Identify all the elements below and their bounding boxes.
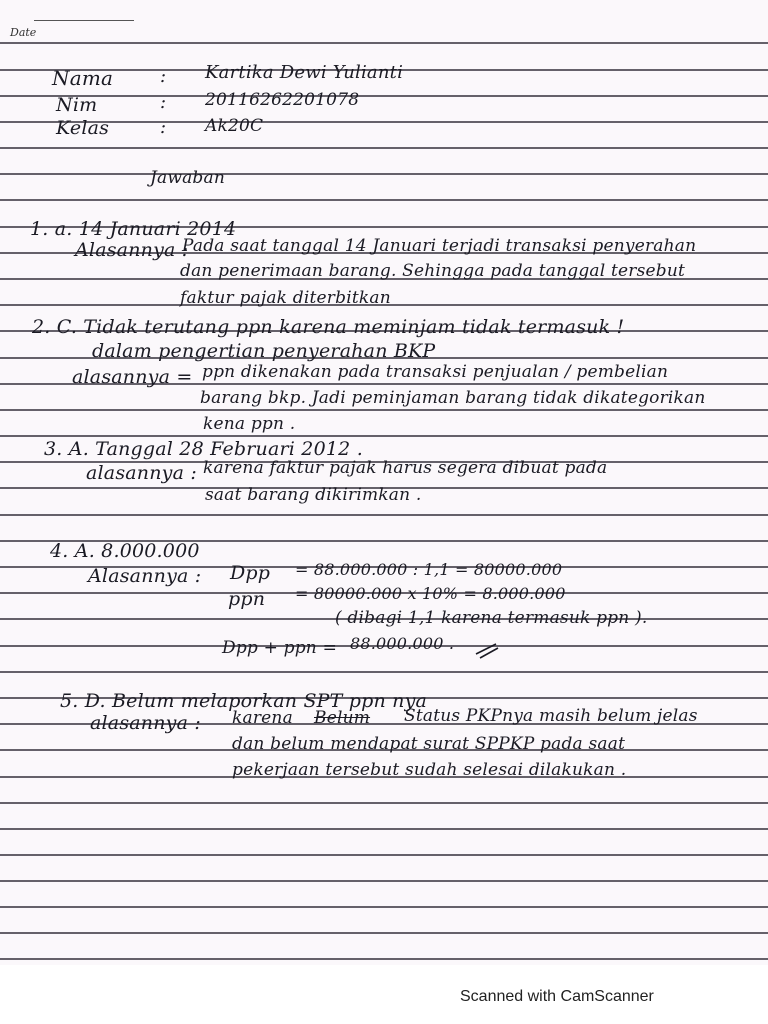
answer-1-reason-label: Alasannya :	[75, 239, 189, 261]
ruled-line	[0, 880, 768, 882]
ruled-line	[0, 854, 768, 856]
ruled-line	[0, 42, 768, 44]
ruled-line	[0, 173, 768, 175]
double-underline-mark	[474, 640, 500, 660]
ruled-line	[0, 121, 768, 123]
nim-colon: :	[160, 92, 167, 113]
answer-3-reason-line: saat barang dikirimkan .	[205, 485, 422, 505]
nim-label: Nim	[56, 94, 98, 116]
answer-3-choice: 3. A. Tanggal 28 Februari 2012 .	[44, 438, 363, 460]
nama-value: Kartika Dewi Yulianti	[205, 62, 404, 83]
ruled-line	[0, 958, 768, 960]
ruled-line	[0, 409, 768, 411]
ppn-label: ppn	[228, 588, 266, 610]
calc-note: ( dibagi 1,1 karena termasuk ppn ).	[335, 608, 648, 628]
ppn-expression: = 80000.000 x 10% = 8.000.000	[295, 584, 566, 603]
ruled-line	[0, 199, 768, 201]
dpp-label: Dpp	[230, 562, 271, 584]
answer-5-reason-line: pekerjaan tersebut sudah selesai dilakukan .	[232, 760, 627, 780]
answer-3-reason-label: alasannya :	[86, 462, 197, 484]
answer-4-reason-label: Alasannya :	[88, 565, 202, 587]
nim-value: 20116262201078	[205, 90, 360, 110]
answer-2-reason-line: barang bkp. Jadi peminjaman barang tidak dikategorikan	[200, 388, 706, 408]
date-line	[34, 20, 134, 21]
nama-colon: :	[160, 66, 167, 87]
answer-5-reason-label: alasannya :	[90, 712, 201, 734]
dpp-expression: = 88.000.000 : 1,1 = 80000.000	[295, 560, 563, 579]
ruled-line	[0, 671, 768, 673]
total-label: Dpp + ppn =	[222, 638, 338, 658]
answer-5-reason-line: dan belum mendapat surat SPPKP pada saat	[232, 734, 626, 754]
answer-1-reason-line: Pada saat tanggal 14 Januari terjadi transaksi penyerahan	[182, 236, 697, 256]
answer-3-reason-line: karena faktur pajak harus segera dibuat pada	[203, 458, 608, 478]
ruled-line	[0, 435, 768, 437]
ruled-line	[0, 147, 768, 149]
nama-label: Nama	[52, 66, 114, 90]
answer-1-choice: 1. a. 14 Januari 2014	[30, 218, 237, 240]
answer-5-reason-rest: Status PKPnya masih belum jelas	[404, 706, 698, 726]
ruled-line	[0, 932, 768, 934]
ruled-line	[0, 828, 768, 830]
answer-1-reason-line: faktur pajak diterbitkan	[180, 288, 391, 308]
kelas-colon: :	[160, 117, 167, 138]
total-value: 88.000.000 .	[350, 634, 455, 653]
answer-2-reason-line: kena ppn .	[203, 414, 296, 434]
answer-5-choice: 5. D. Belum melaporkan SPT ppn nya	[60, 690, 428, 712]
ruled-line	[0, 906, 768, 908]
answer-2-line2: dalam pengertian penyerahan BKP	[92, 340, 436, 362]
heading-jawaban: Jawaban	[150, 168, 226, 188]
kelas-label: Kelas	[56, 117, 110, 139]
answer-5-reason-word: karena	[232, 708, 293, 728]
answer-1-reason-line: dan penerimaan barang. Sehingga pada tanggal tersebut	[180, 261, 686, 281]
answer-5-struck-word: Belum	[314, 708, 371, 728]
scanner-watermark: Scanned with CamScanner	[460, 988, 654, 1005]
answer-2-choice: 2. C. Tidak terutang ppn karena meminjam tidak termasuk !	[32, 316, 625, 338]
answer-2-reason-label: alasannya =	[72, 366, 193, 388]
ruled-line	[0, 95, 768, 97]
kelas-value: Ak20C	[205, 116, 264, 136]
answer-4-choice: 4. A. 8.000.000	[50, 540, 200, 562]
ruled-line	[0, 802, 768, 804]
date-label: Date	[10, 26, 37, 39]
ruled-line	[0, 514, 768, 516]
answer-2-reason-line: ppn dikenakan pada transaksi penjualan / pembelian	[202, 362, 669, 382]
